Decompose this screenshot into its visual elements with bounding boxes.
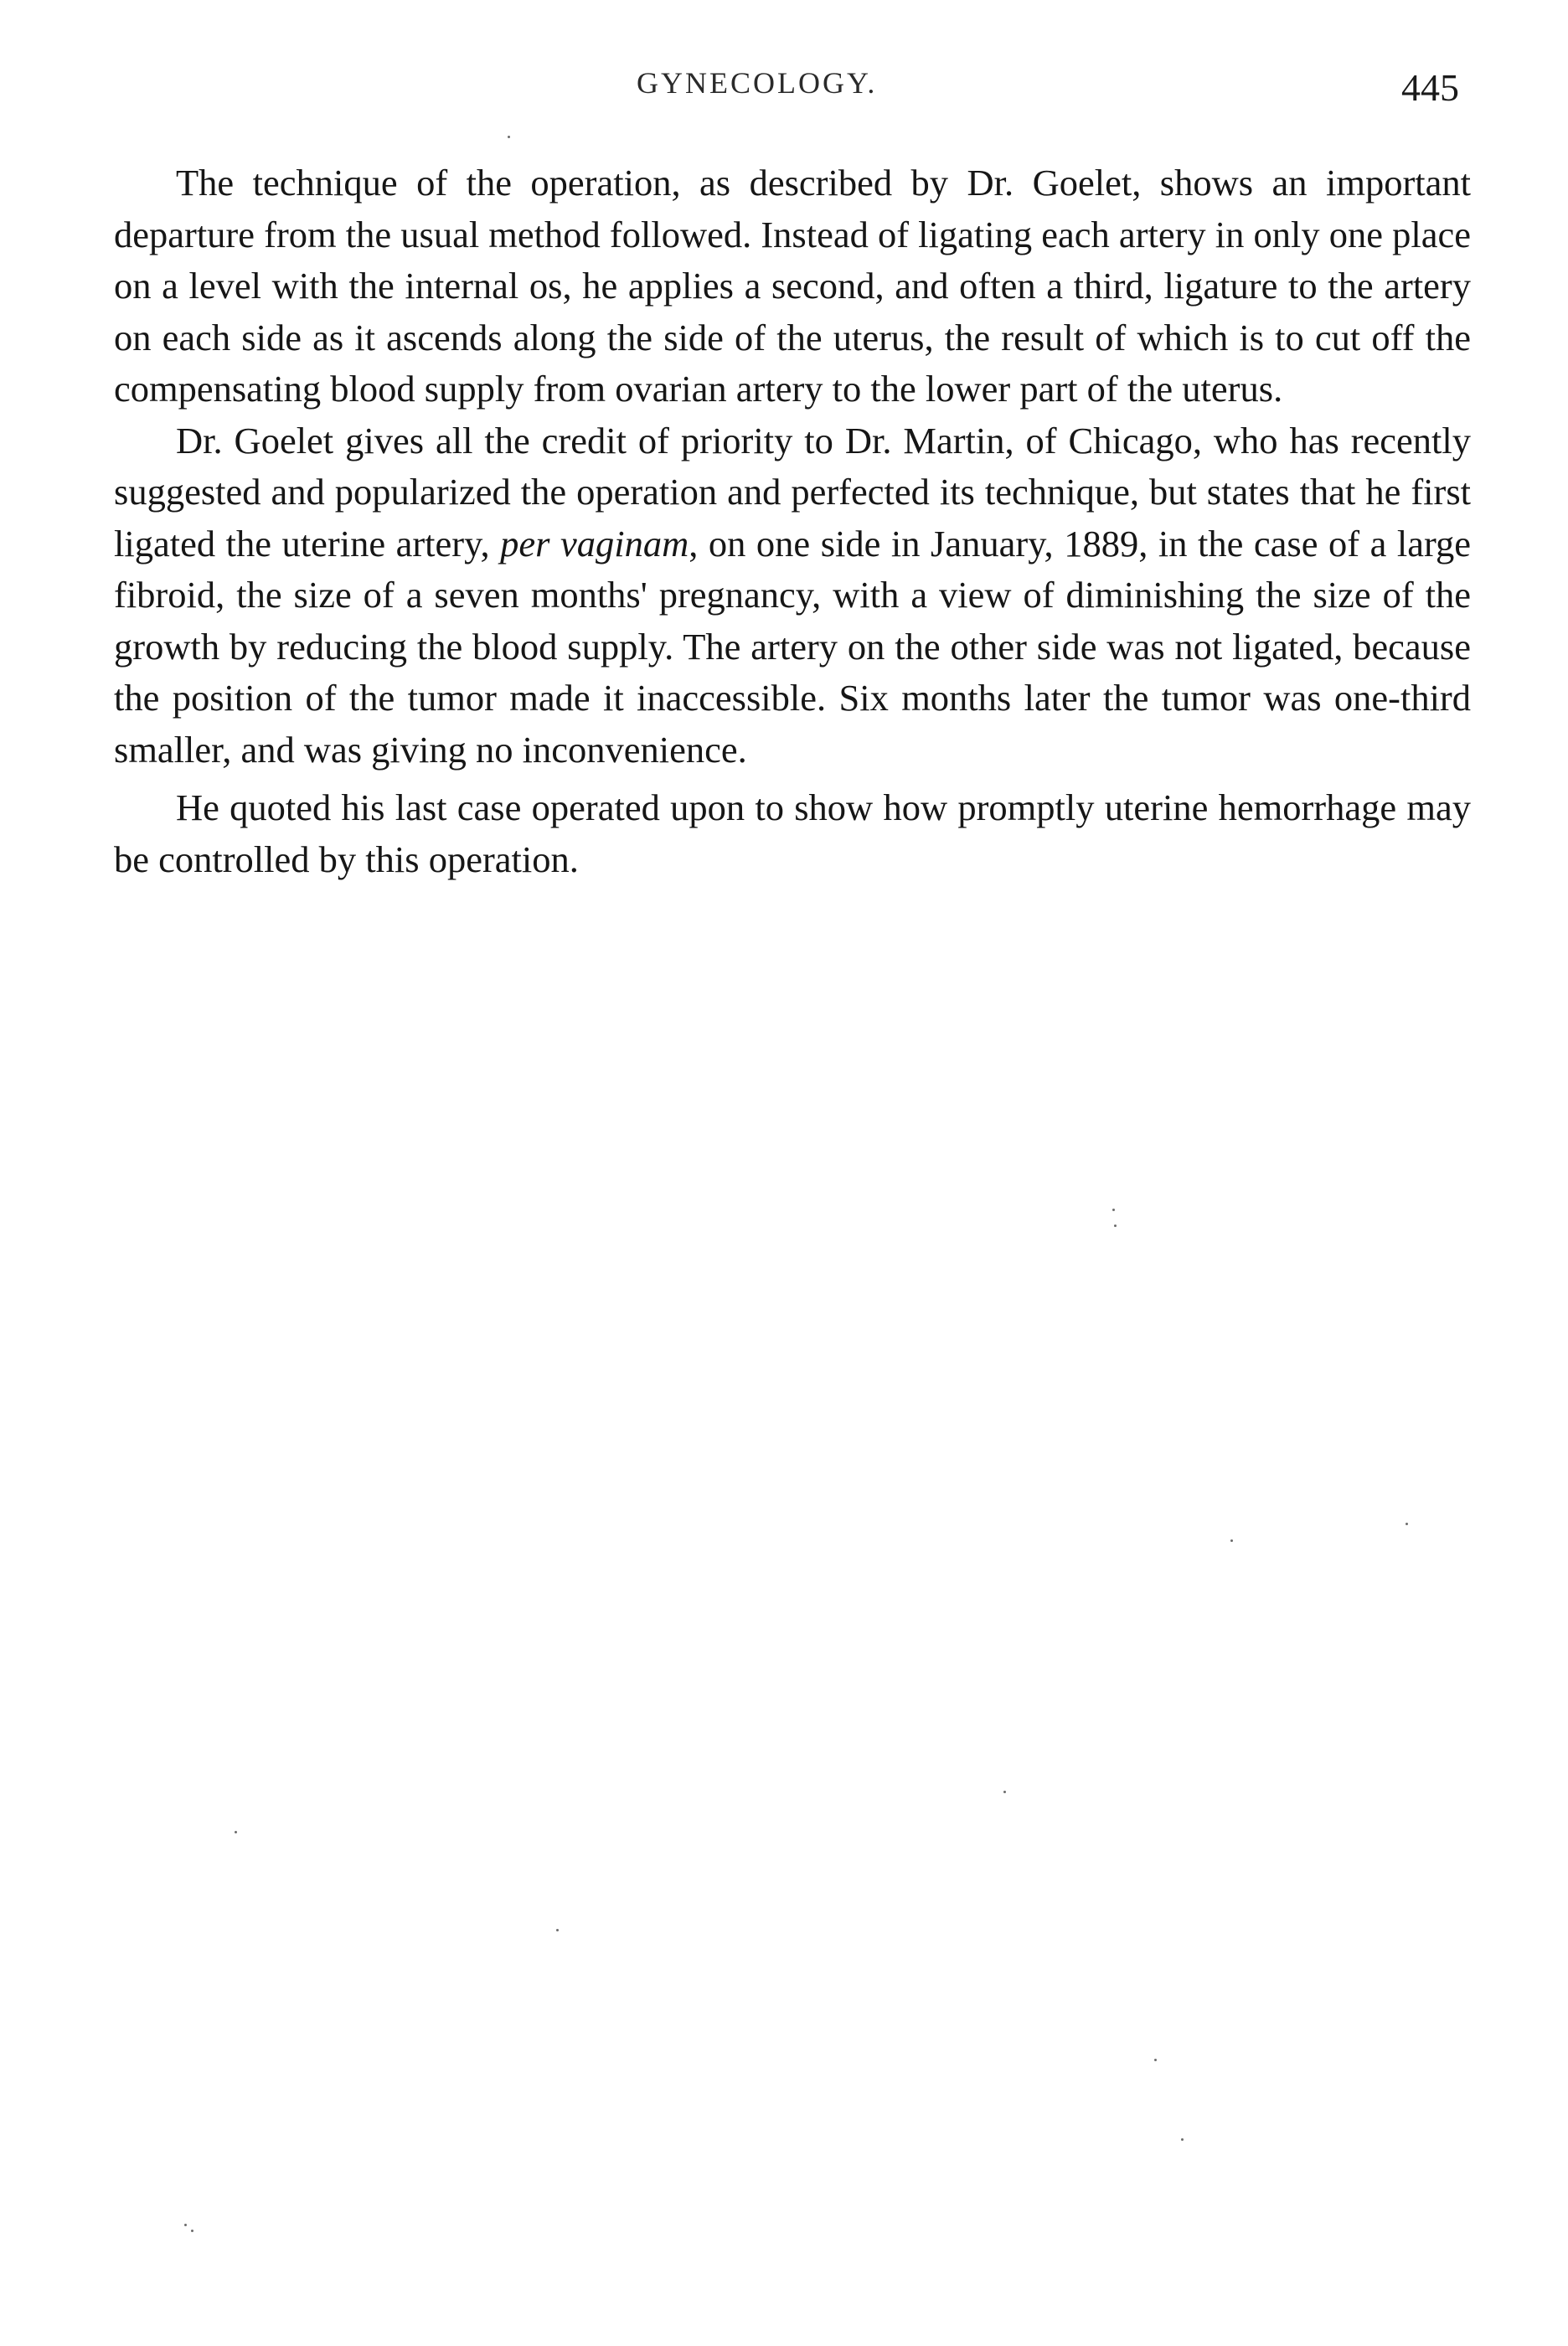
- paragraph-2: [114, 415, 1471, 776]
- scan-speck: [191, 2230, 193, 2232]
- scan-speck: [1230, 1539, 1233, 1542]
- latin-phrase: per vaginam: [500, 522, 689, 565]
- scan-speck: [235, 1831, 237, 1833]
- scan-speck: [184, 2224, 187, 2226]
- scan-speck: [1114, 1225, 1117, 1227]
- scan-speck: [508, 136, 510, 138]
- scan-speck: [1154, 2059, 1157, 2061]
- scan-speck: [1003, 1791, 1006, 1793]
- scan-speck: [1406, 1523, 1408, 1525]
- paragraph-2-text-after-italic: , on one side in January, 1889, in the case of a large fibroid, the size of a seven months' pregnancy, with a view of diminishing the size of the growth by reducing the blood supply. The artery on the other side was not ligated, because the position of the tumor made it inaccessible. Six months later the tumor was one-third smaller, and was giving no inconvenience.: [114, 522, 1472, 771]
- scan-speck: [1181, 2138, 1184, 2141]
- paragraph-2-text-before-italic: Dr. Goelet gives all the credit of priority to Dr. Martin, of Chicago, who has recently suggested and popularized the operation and perfected its technique, but states that he first ligated the uterine artery,: [114, 419, 1471, 565]
- scan-speck: [556, 1929, 559, 1931]
- paragraph-3: He quoted his last case operated upon to show how promptly uterine hemorrhage may be controlled by this operation.: [114, 786, 1471, 880]
- page-number: 445: [1401, 66, 1459, 109]
- running-title: GYNECOLOGY.: [637, 66, 878, 100]
- paragraph-1: The technique of the operation, as described by Dr. Goelet, shows an important departure from the usual method followed. Instead of ligating each artery in only one place on a level with the internal os, he applies a second, and often a third, ligature to the artery on each side as it ascends along the side of the uterus, the result of which is to cut off the compensating blood supply from ovarian artery to the lower part of the uterus.: [114, 162, 1471, 410]
- scan-speck: [1112, 1209, 1115, 1211]
- body-text: [114, 157, 1471, 885]
